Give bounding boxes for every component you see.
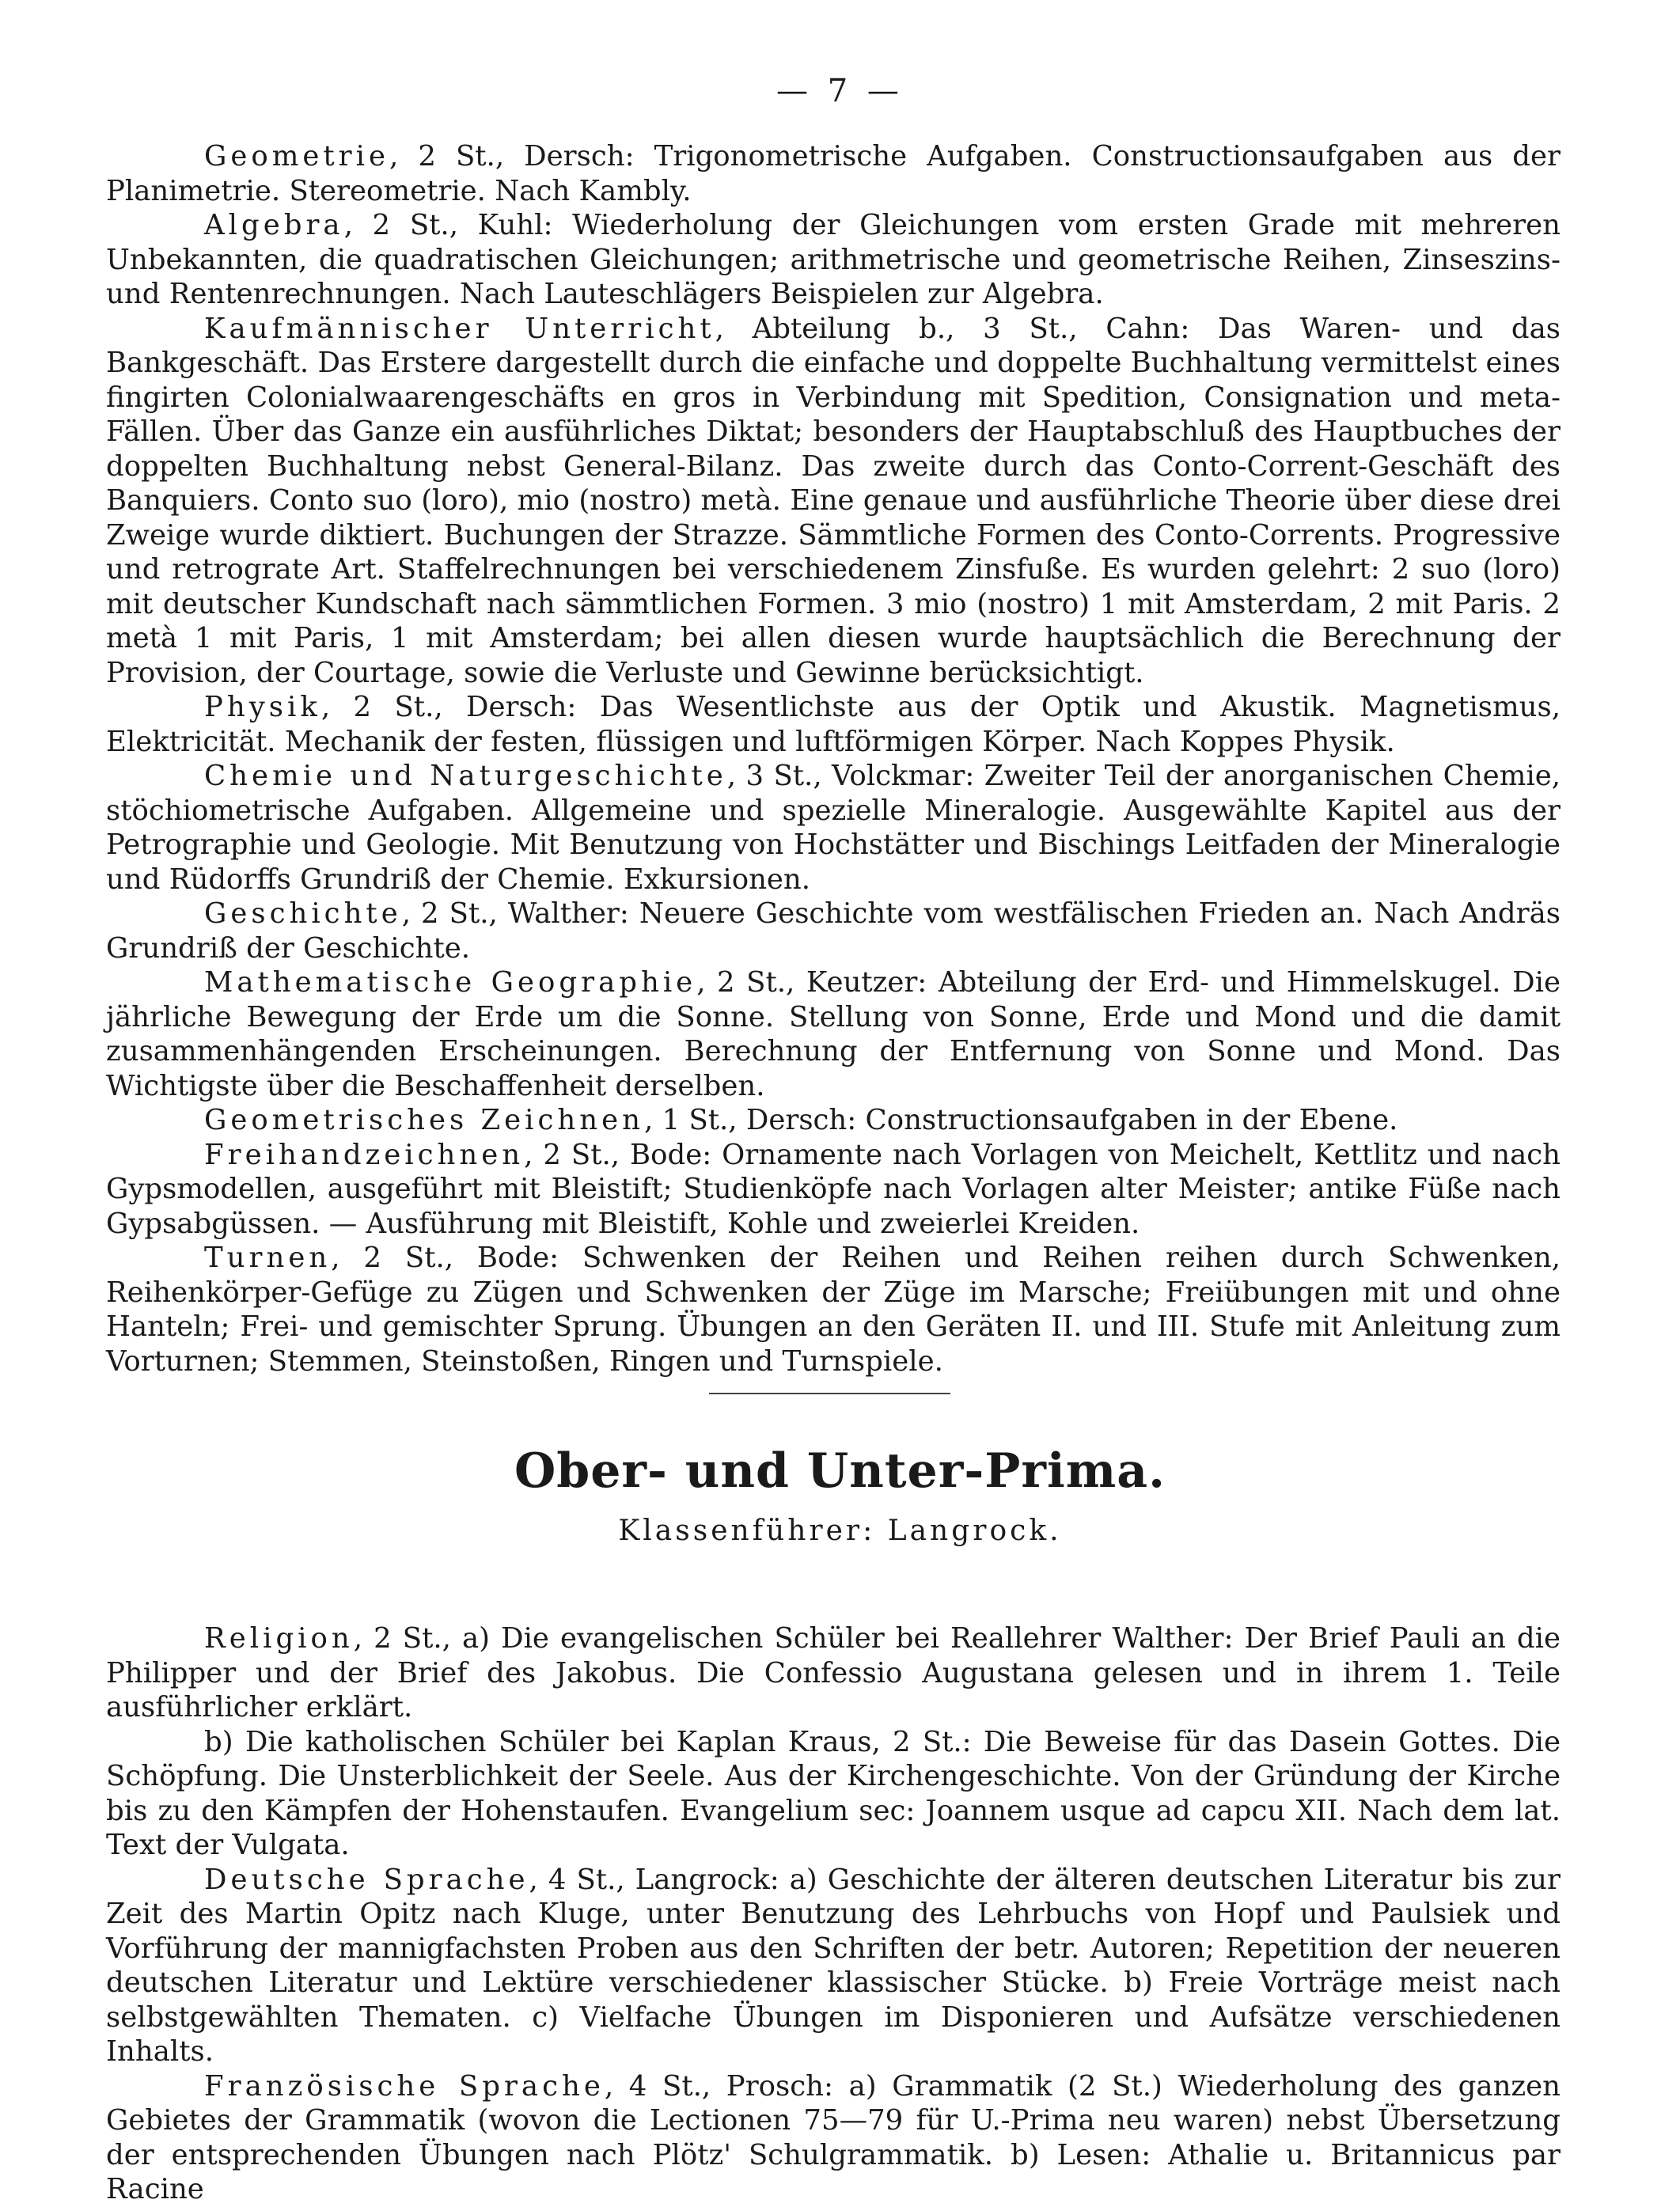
subject-heading: Algebra [204, 209, 344, 241]
top-text-block [106, 139, 1561, 1378]
paragraph-text: , 2 St., Keutzer: Abteilung der Erd- und Himmelskugel. Die jährliche Bewegung der Erde um die Sonne. Stellung von Sonne, Erde und Mond und die damit zusammenhängenden Erscheinungen. Berechnung der Entfernung von Sonne und Mond. Das Wichtigste über die Beschaffenheit derselben. [106, 966, 1561, 1102]
paragraph-text: , 2 St., Walther: Neuere Geschichte vom westfälischen Frieden an. Nach Andräs Grundriß der Geschichte. [106, 897, 1561, 965]
paragraph-religion-katholisch [106, 1725, 1561, 1863]
subject-heading: Chemie und Naturgeschichte [204, 760, 727, 792]
paragraph-religion [106, 1621, 1561, 1725]
paragraph-text: b) Die katholischen Schüler bei Kaplan Kraus, 2 St.: Die Beweise für das Dasein Gottes. Die Schöpfung. Die Unsterblichkeit der Seele. Aus der Kirchengeschichte. Von der Gründung der Kirche bis zu den Kämpfen der Hohenstaufen. Evangelium sec: Joannem usque ad capcu XII. Nach dem lat. Text der Vulgata. [106, 1725, 1561, 1861]
paragraph-text: , 4 St., Prosch: a) Grammatik (2 St.) Wiederholung des ganzen Gebietes der Grammatik (wovon die Lectionen 75—79 für U.-Prima neu waren) nebst Übersetzung der entsprechenden Übungen nach Plötz' Schulgrammatik. b) Lesen: Athalie u. Britannicus par Racine [106, 2069, 1561, 2205]
subject-heading: Französische Sprache [204, 2069, 605, 2103]
paragraph-text: , 2 St., Dersch: Das Wesentlichste aus der Optik und Akustik. Magnetismus, Elektricität. Mechanik der festen, flüssigen und luftförmigen Körper. Nach Koppes Physik. [106, 691, 1561, 758]
paragraph-text: , Abteilung b., 3 St., Cahn: Das Waren- und das Bankgeschäft. Das Erstere dargestellt durch die einfache und doppelte Buchhaltung vermittelst eines fingirten Colonialwaarengeschäfts en gros in Verbindung mit Spedition, Consignation und meta-Fällen. Über das Ganze ein ausführliches Diktat; besonders der Hauptabschluß des Hauptbuches der doppelten Buchhaltung nebst General-Bilanz. Das zweite durch das Conto-Corrent-Geschäft des Banquiers. Conto suo (loro), mio (nostro) metà. Eine genaue und ausführliche Theorie über diese drei Zweige wurde diktiert. Buchungen der Strazze. Sämmtliche Formen des Conto-Corrents. Progressive und retrograte Art. Staffelrechnungen bei verschiedenem Zinsfuße. Es wurden gelehrt: 2 suo (loro) mit deutscher Kundschaft nach sämmtlichen Formen. 3 mio (nostro) 1 mit Amsterdam, 2 mit Paris. 2 metà 1 mit Paris, 1 mit Amsterdam; bei allen diesen wurde hauptsächlich die Berechnung der Provision, der Courtage, sowie die Verluste und Gewinne berücksichtigt. [106, 312, 1561, 689]
paragraph-geometrie [106, 139, 1561, 208]
paragraph-text: , 1 St., Dersch: Constructionsaufgaben in der Ebene. [644, 1104, 1398, 1136]
paragraph-text: , 2 St., Bode: Schwenken der Reihen und Reihen reihen durch Schwenken, Reihenkörper-Gefüge zu Zügen und Schwenken der Züge im Marsche; Freiübungen mit und ohne Hanteln; Frei- und gemischter Sprung. Übungen an den Geräten II. und III. Stufe mit Anleitung zum Vorturnen; Stemmen, Steinstoßen, Ringen und Turnspiele. [106, 1242, 1561, 1378]
paragraph-geometrisches-zeichnen [106, 1103, 1561, 1138]
bottom-text-block [106, 1621, 1561, 2207]
paragraph-physik [106, 690, 1561, 759]
subject-heading: Mathematische Geographie [204, 966, 697, 999]
subject-heading: Physik [204, 691, 321, 723]
paragraph-freihandzeichnen [106, 1138, 1561, 1242]
paragraph-text: , 2 St., Dersch: Trigonometrische Aufgaben. Constructionsaufgaben aus der Planimetrie. Stereometrie. Nach Kambly. [106, 140, 1561, 207]
subject-heading: Kaufmännischer Unterricht [204, 312, 715, 345]
subject-heading: Freihandzeichnen [204, 1138, 525, 1171]
paragraph-algebra [106, 208, 1561, 312]
section-title: Ober- und Unter-Prima. [514, 1443, 1166, 1499]
paragraph-kaufmaennischer-unterricht [106, 312, 1561, 691]
subject-heading: Turnen [204, 1242, 332, 1274]
page-number: — 7 — [776, 73, 904, 109]
class-leader: Klassenführer: Langrock. [618, 1515, 1062, 1547]
paragraph-geschichte [106, 897, 1561, 965]
subject-heading: Geschichte [204, 897, 402, 930]
paragraph-mathematische-geographie [106, 965, 1561, 1103]
subject-heading: Deutsche Sprache [204, 1863, 529, 1896]
subject-heading: Geometrie [204, 140, 390, 173]
subject-heading: Religion [204, 1622, 354, 1655]
paragraph-text: , 2 St., Kuhl: Wiederholung der Gleichungen vom ersten Grade mit mehreren Unbekannten, die quadratischen Gleichungen; arithmetrische und geometrische Reihen, Zinseszins- und Rentenrechnungen. Nach Lauteschlägers Beispielen zur Algebra. [106, 209, 1561, 310]
subject-heading: Geometrisches Zeichnen [204, 1104, 644, 1136]
paragraph-text: , 2 St., a) Die evangelischen Schüler bei Reallehrer Walther: Der Brief Pauli an die Philipper und der Brief des Jakobus. Die Confessio Augustana gelesen und in ihrem 1. Teile ausführlicher erklärt. [106, 1622, 1561, 1724]
paragraph-text: , 3 St., Volckmar: Zweiter Teil der anorganischen Chemie, stöchiometrische Aufgaben. Allgemeine und spezielle Mineralogie. Ausgewählte Kapitel aus der Petrographie und Geologie. Mit Benutzung von Hochstätter und Bischings Leitfaden der Mineralogie und Rüdorffs Grundriß der Chemie. Exkursionen. [106, 760, 1561, 896]
paragraph-chemie [106, 759, 1561, 897]
paragraph-franzoesische-sprache [106, 2069, 1561, 2207]
section-divider [709, 1393, 950, 1394]
paragraph-text: , 2 St., Bode: Ornamente nach Vorlagen von Meichelt, Kettlitz und nach Gypsmodellen, ausgeführt mit Bleistift; Studienköpfe nach Vorlagen alter Meister; antike Füße nach Gypsabgüssen. — Ausführung mit Bleistift, Kohle und zweierlei Kreiden. [106, 1138, 1561, 1240]
paragraph-turnen [106, 1241, 1561, 1378]
paragraph-text: , 4 St., Langrock: a) Geschichte der älteren deutschen Literatur bis zur Zeit des Martin Opitz nach Kluge, unter Benutzung des Lehrbuchs von Hopf und Paulsiek und Vorführung der mannigfachsten Proben aus den Schriften der betr. Autoren; Repetition der neueren deutschen Literatur und Lektüre verschiedener klassischer Stücke. b) Freie Vorträge meist nach selbstgewählten Thematen. c) Vielfache Übungen im Disponieren und Aufsätze verschiedenen Inhalts. [106, 1863, 1561, 2068]
paragraph-deutsche-sprache [106, 1863, 1561, 2069]
